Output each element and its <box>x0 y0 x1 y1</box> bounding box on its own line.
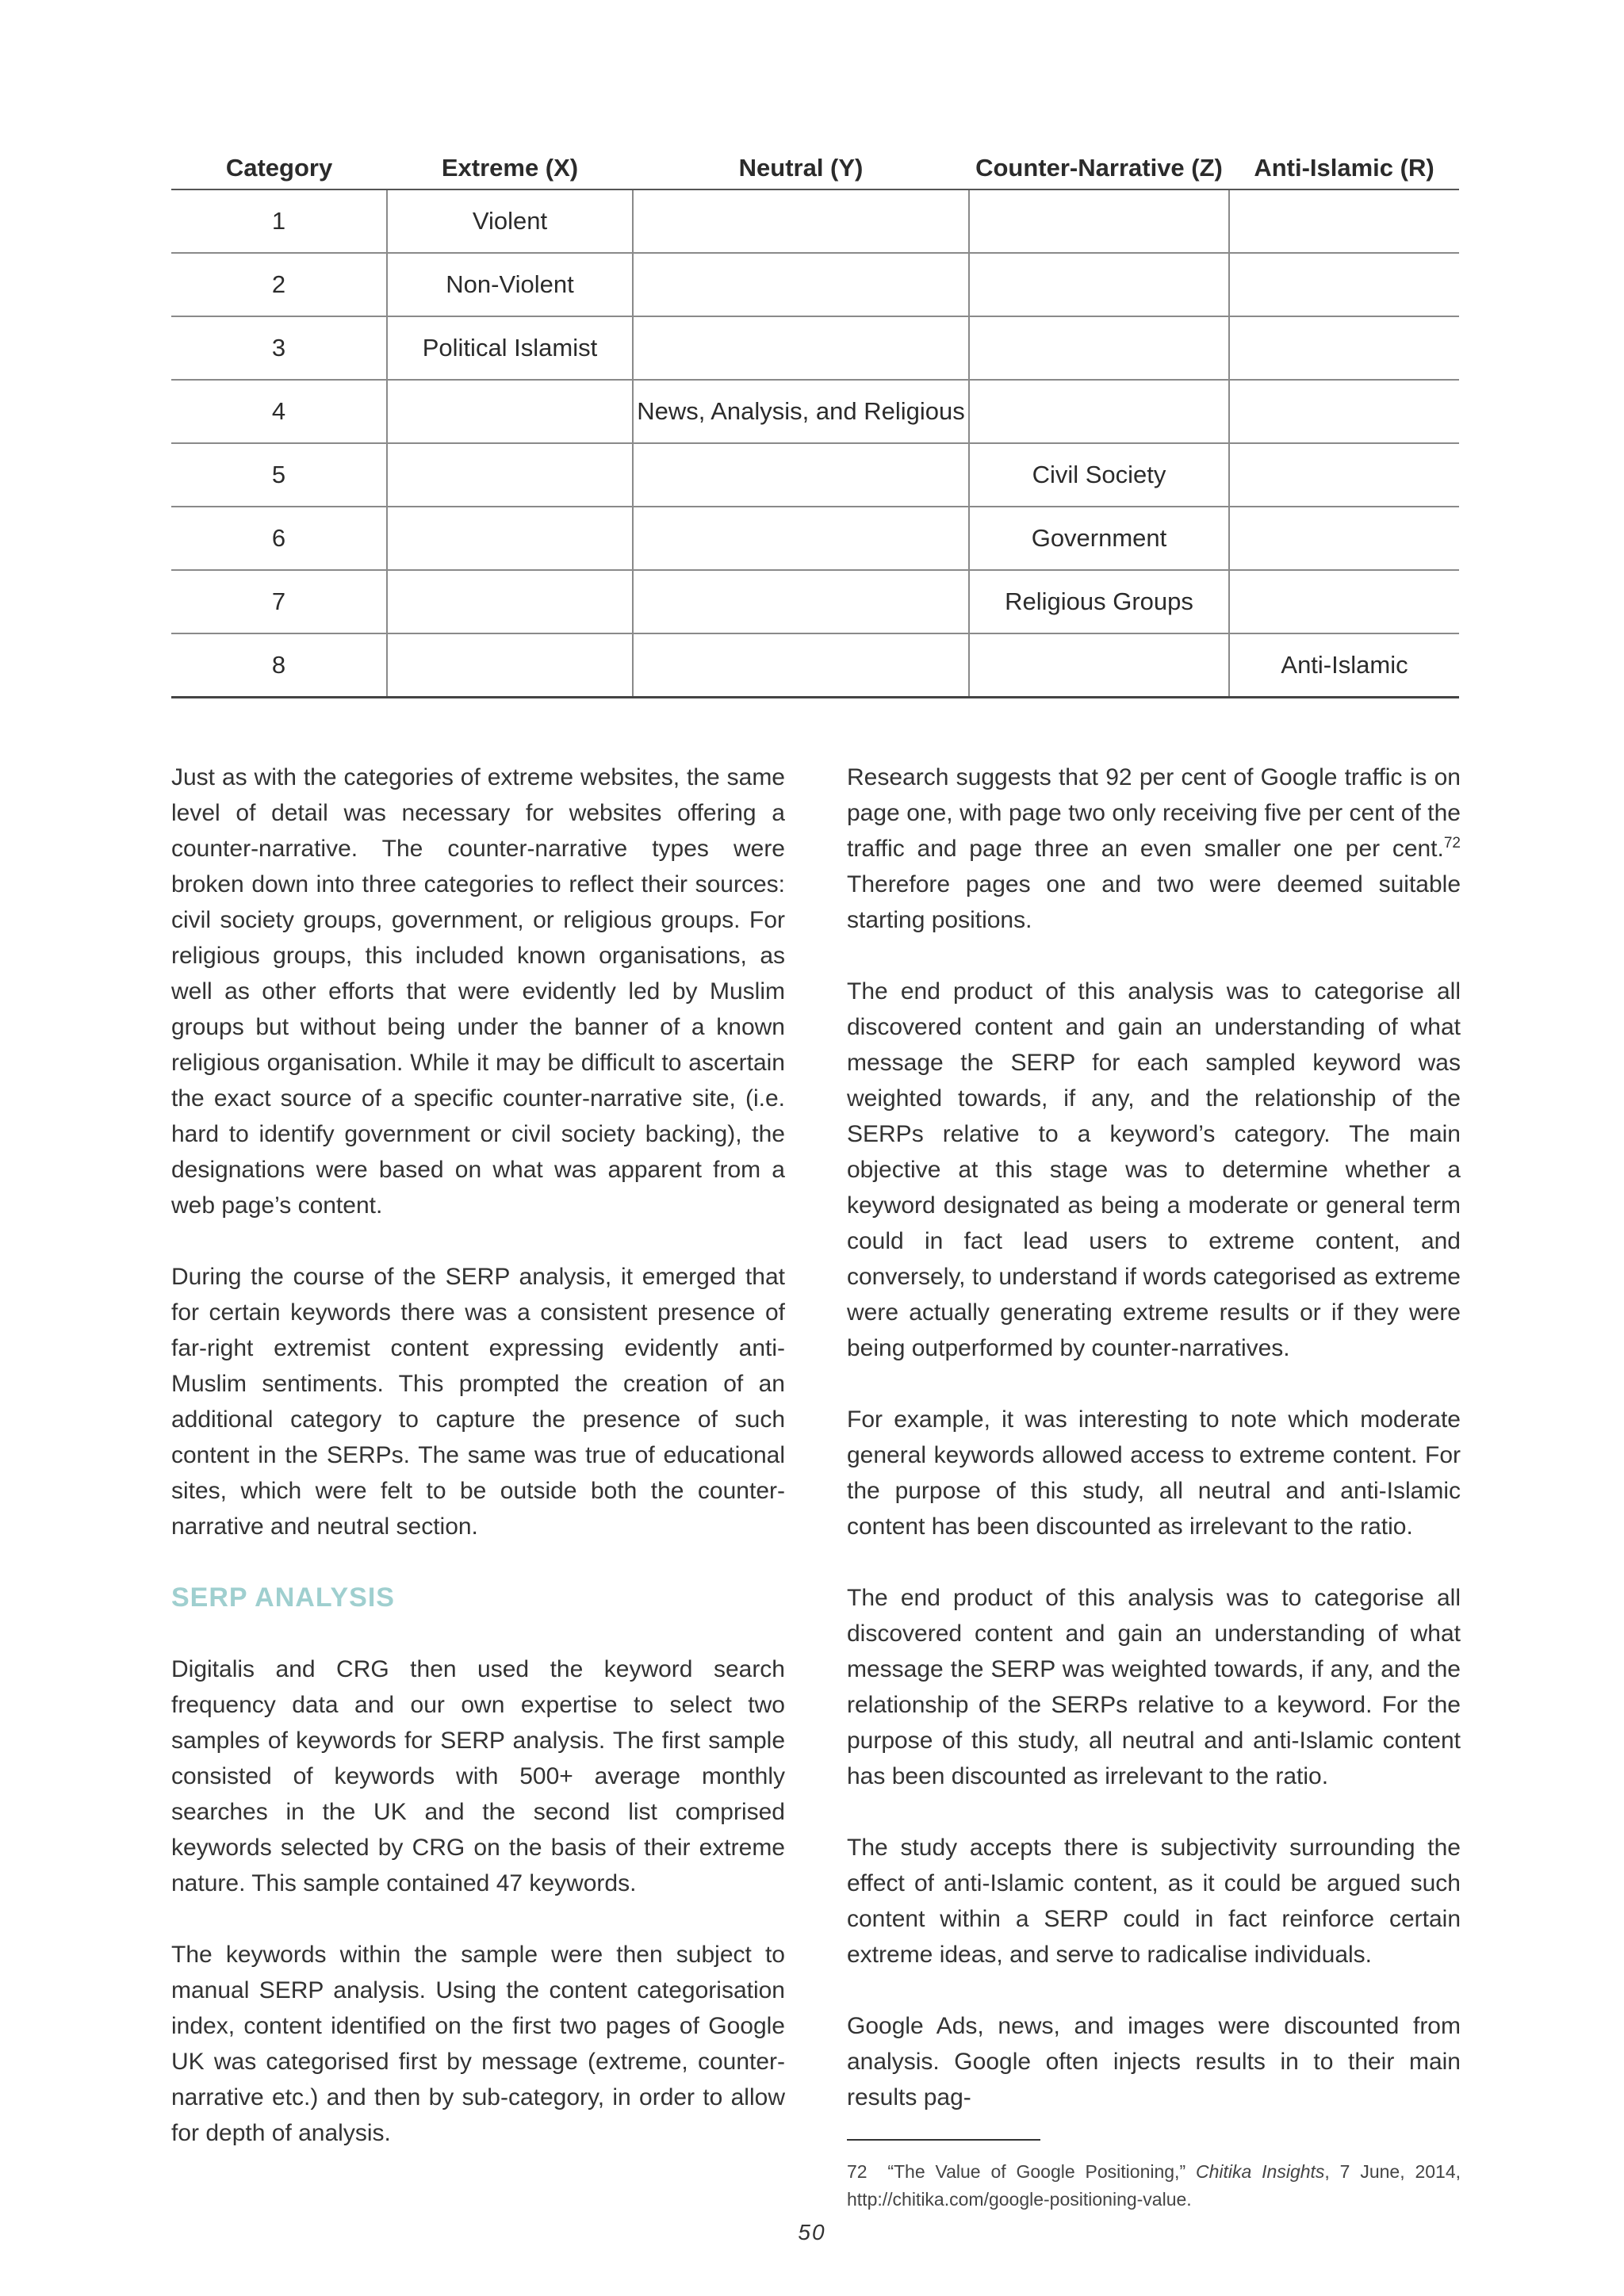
footnote-divider <box>847 2139 1040 2141</box>
table-row <box>171 189 1459 253</box>
table-cell: 7 <box>171 570 387 633</box>
table-cell <box>387 570 633 633</box>
table-cell <box>387 507 633 570</box>
table-cell <box>1229 189 1459 253</box>
header-counter-narrative: Counter-Narrative (Z) <box>969 125 1229 189</box>
page-number: 50 <box>798 2220 826 2244</box>
table-cell: 1 <box>171 189 387 253</box>
paragraph: The end product of this analysis was to categorise all discovered content and gain an understanding of what message the SERP was weighted towards, if any, and the relationship of the SERPs relative to a keyword. For the purpose of this study, all neutral and anti-Islamic content has been discounted as irrelevant to the ratio. <box>847 1585 1461 1789</box>
table-cell <box>1229 316 1459 380</box>
table-cell: Government <box>969 507 1229 570</box>
paragraph: During the course of the SERP analysis, it emerged that for certain keywords there was a consistent presence of far-right extremist content expressing evidently anti-Muslim sentiments. This prompted the creation of an additional category to capture the presence of such content in the SERPs. The same was true of educational sites, which were felt to be outside both the counter-narrative and neutral section. <box>171 1264 785 1540</box>
footnote-number: 72 <box>847 2161 868 2182</box>
table-cell: 4 <box>171 380 387 443</box>
paragraph <box>847 760 1461 938</box>
table-cell <box>1229 253 1459 316</box>
footnote-source: Chitika Insights <box>1195 2161 1325 2182</box>
table-cell <box>633 316 969 380</box>
table-cell <box>969 380 1229 443</box>
header-extreme: Extreme (X) <box>387 125 633 189</box>
table-cell <box>1229 380 1459 443</box>
header-category: Category <box>171 125 387 189</box>
table-cell <box>969 189 1229 253</box>
header-neutral: Neutral (Y) <box>633 125 969 189</box>
table-row <box>171 253 1459 316</box>
paragraph: The end product of this analysis was to categorise all discovered content and gain an understanding of what message the SERP for each sampled keyword was weighted towards, if any, and the relationship of the SERPs relative to a keyword’s category. The main objective at this stage was to determine whether a keyword designated as being a moderate or general term could in fact lead users to extreme content, and conversely, to understand if words categorised as extreme were actually generating extreme results or if they were being outperformed by counter-narratives. <box>847 978 1461 1361</box>
paragraph: Google Ads, news, and images were discounted from analysis. Google often injects results in to their main results pag- <box>847 2013 1461 2110</box>
paragraph: The keywords within the sample were then subject to manual SERP analysis. Using the content categorisation index, content identified on the first two pages of Google UK was categorised first by message (extreme, counter-narrative etc.) and then by sub-category, in order to allow for depth of analysis. <box>171 1942 785 2146</box>
table-cell <box>1229 570 1459 633</box>
table-cell <box>1229 443 1459 507</box>
table-cell: News, Analysis, and Religious <box>633 380 969 443</box>
footnote-citation[interactable]: , 7 June, 2014, http://chitika.com/google-positioning-value. <box>847 2161 1461 2210</box>
table-cell: 6 <box>171 507 387 570</box>
table-row <box>171 507 1459 570</box>
footnote <box>847 2158 1461 2214</box>
table-cell <box>633 189 969 253</box>
table-cell: Violent <box>387 189 633 253</box>
table-cell: 2 <box>171 253 387 316</box>
paragraph: Digitalis and CRG then used the keyword search frequency data and our own expertise to select two samples of keywords for SERP analysis. The first sample consisted of keywords with 500+ average monthly searches in the UK and the second list comprised keywords selected by CRG on the basis of their extreme nature. This sample contained 47 keywords. <box>171 1656 785 1896</box>
table-row <box>171 443 1459 507</box>
table-cell <box>633 443 969 507</box>
table-cell <box>633 633 969 698</box>
section-heading: SERP ANALYSIS <box>171 1582 395 1613</box>
table-cell: Political Islamist <box>387 316 633 380</box>
footnote-reference[interactable]: 72 <box>1443 835 1461 851</box>
table-row <box>171 570 1459 633</box>
header-anti-islamic: Anti-Islamic (R) <box>1229 125 1459 189</box>
table-cell <box>387 633 633 698</box>
table-row <box>171 316 1459 380</box>
table-cell <box>633 253 969 316</box>
table-cell <box>633 507 969 570</box>
paragraph: For example, it was interesting to note which moderate general keywords allowed access to extreme content. For the purpose of this study, all neutral and anti-Islamic content has been discounted as irrelevant to the ratio. <box>847 1406 1461 1540</box>
table-cell: Anti-Islamic <box>1229 633 1459 698</box>
table-cell <box>1229 507 1459 570</box>
paragraph: Just as with the categories of extreme websites, the same level of detail was necessary for websites offering a counter-narrative. The counter-narrative types were broken down into three categories to reflect their sources: civil society groups, government, or religious groups. For religious groups, this included known organisations, as well as other efforts that were evidently led by Muslim groups but without being under the banner of a known religious organisation. While it may be difficult to ascertain the exact source of a specific counter-narrative site, (i.e. hard to identify government or civil society backing), the designations were based on what was apparent from a web page’s content. <box>171 764 785 1219</box>
table-cell: 5 <box>171 443 387 507</box>
table-header-row <box>171 125 1459 189</box>
table-cell <box>633 570 969 633</box>
table-cell <box>387 443 633 507</box>
right-text-column <box>847 760 1461 2249</box>
table-row <box>171 633 1459 698</box>
table-cell <box>387 380 633 443</box>
table-cell <box>969 253 1229 316</box>
table-cell <box>969 633 1229 698</box>
table-row <box>171 380 1459 443</box>
table-cell <box>969 316 1229 380</box>
table-cell: 3 <box>171 316 387 380</box>
table-cell: Civil Society <box>969 443 1229 507</box>
paragraph: The study accepts there is subjectivity surrounding the effect of anti-Islamic content, as it could be argued such content within a SERP could in fact reinforce certain extreme ideas, and serve to radicalise individuals. <box>847 1835 1461 1968</box>
category-table <box>171 125 1459 698</box>
table-cell: Non-Violent <box>387 253 633 316</box>
footnote-quote: “The Value of Google Positioning,” <box>887 2161 1186 2182</box>
paragraph-text: Therefore pages one and two were deemed suitable starting positions. <box>847 871 1461 933</box>
left-text-column <box>171 760 785 2187</box>
paragraph-text: Research suggests that 92 per cent of Google traffic is on page one, with page two only receiving five per cent of the traffic and page three an even smaller one per cent. <box>847 764 1461 862</box>
table-cell: Religious Groups <box>969 570 1229 633</box>
table-cell: 8 <box>171 633 387 698</box>
